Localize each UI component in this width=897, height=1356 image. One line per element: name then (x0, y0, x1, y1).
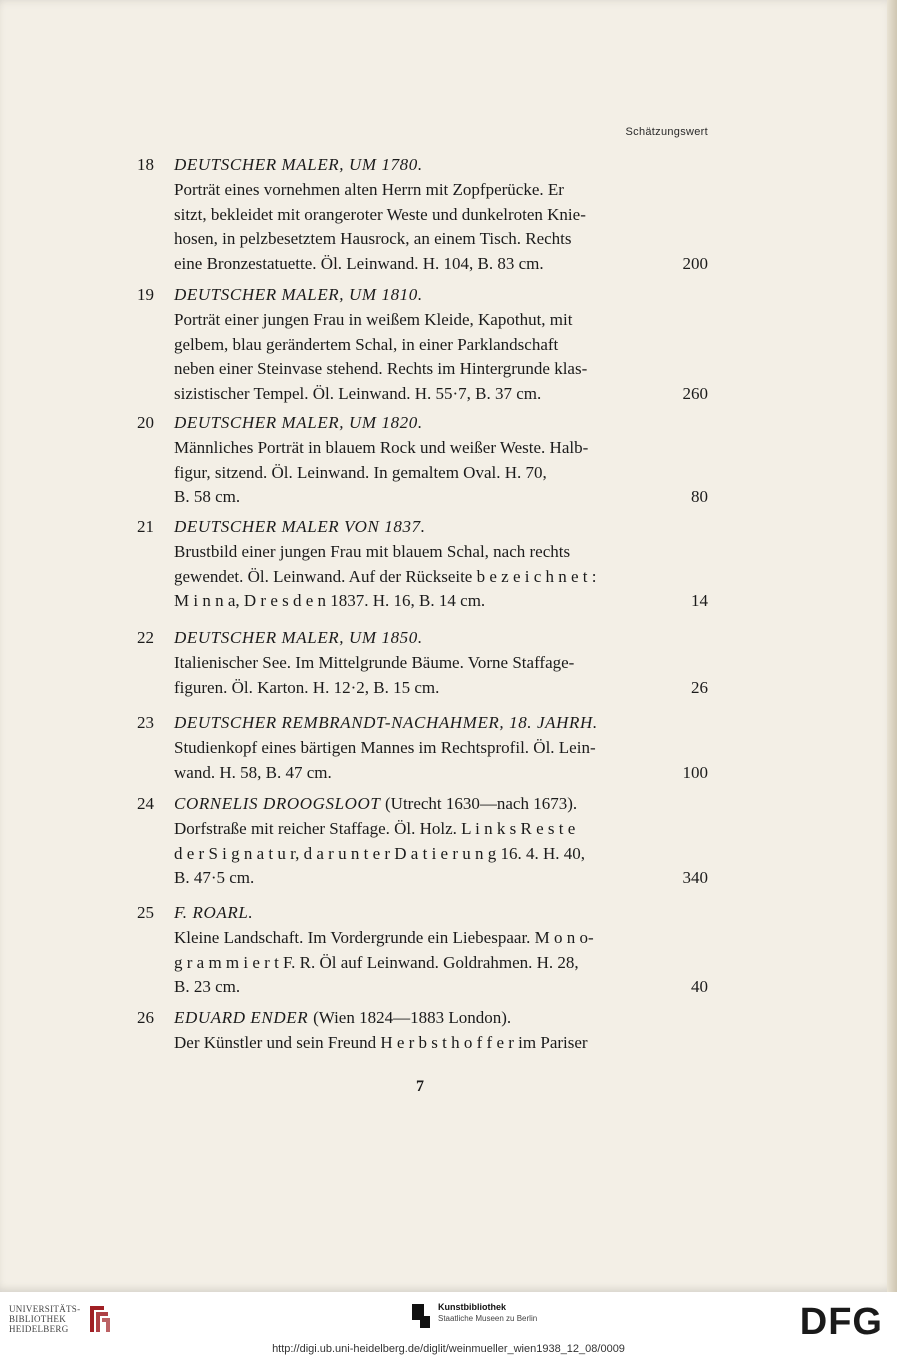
lot-number: 21 (137, 517, 154, 536)
estimate-value: 340 (682, 868, 708, 888)
catalog-entry-26 (137, 1006, 711, 1056)
entry-line: gelbem, blau gerändertem Schal, in einer Parklandschaft (174, 334, 559, 354)
entry-line: Porträt eines vornehmen alten Herrn mit Zopfperücke. Er (174, 179, 564, 199)
estimate-value: 200 (682, 254, 708, 274)
catalog-entry-25 (137, 901, 711, 1000)
entry-line: Porträt einer jungen Frau in weißem Kleide, Kapothut, mit (174, 309, 573, 329)
artist-dates: (Utrecht 1630—nach 1673). (385, 794, 578, 813)
catalog-entry-21 (137, 515, 711, 614)
entry-line: neben einer Steinvase stehend. Rechts im Hintergrunde klas- (174, 359, 588, 379)
kunstbibliothek-title: Kunstbibliothek (438, 1302, 506, 1312)
entry-line: eine Bronzestatuette. Öl. Leinwand. H. 104, B. 83 cm. (174, 254, 544, 274)
heidelberg-emblem-icon (86, 1304, 112, 1334)
estimate-value: 26 (691, 677, 708, 697)
entry-line: gewendet. Öl. Leinwand. Auf der Rückseite b e z e i c h n e t : (174, 566, 597, 586)
lot-number: 24 (137, 794, 154, 813)
page-edge-shadow (887, 0, 897, 1292)
entry-title: DEUTSCHER MALER, UM 1820. (174, 413, 423, 432)
catalog-entry-22 (137, 626, 711, 700)
catalog-entry-20 (137, 411, 711, 510)
lot-number: 18 (137, 155, 154, 174)
entry-line: Der Künstler und sein Freund H e r b s t h o f f e r im Pariser (174, 1032, 588, 1052)
artist-dates: (Wien 1824—1883 London). (313, 1008, 512, 1027)
entry-line: sitzt, bekleidet mit orangeroter Weste und dunkelroten Knie- (174, 204, 586, 224)
entry-line: figur, sitzend. Öl. Leinwand. In gemaltem Oval. H. 70, (174, 462, 547, 482)
kunstbibliothek-subtitle: Staatliche Museen zu Berlin (438, 1314, 538, 1323)
entry-line: d e r S i g n a t u r, d a r u n t e r D a t i e r u n g 16. 4. H. 40, (174, 843, 586, 863)
entry-line: B. 58 cm. (174, 487, 241, 507)
entry-line: B. 23 cm. (174, 977, 241, 997)
lot-number: 22 (137, 628, 154, 647)
entry-title: DEUTSCHER MALER VON 1837. (174, 517, 426, 536)
entry-title: EDUARD ENDER (Wien 1824—1883 London). (174, 1008, 512, 1027)
permalink-url[interactable]: http://digi.ub.uni-heidelberg.de/diglit/weinmueller_wien1938_12_08/0009 (272, 1343, 625, 1355)
library-name: UNIVERSITÄTS- BIBLIOTHEK HEIDELBERG (9, 1304, 81, 1334)
lot-number: 23 (137, 713, 154, 732)
entry-title: DEUTSCHER MALER, UM 1780. (174, 155, 423, 174)
entry-title: F. ROARL. (174, 903, 254, 922)
entry-line: B. 47·5 cm. (174, 868, 255, 888)
estimate-value: 80 (691, 487, 708, 507)
estimate-value: 14 (691, 591, 708, 611)
catalog-entry-23 (137, 711, 711, 785)
entry-line: Brustbild einer jungen Frau mit blauem Schal, nach rechts (174, 541, 571, 561)
estimate-value: 100 (682, 762, 708, 782)
lot-number: 26 (137, 1008, 154, 1027)
entry-line: Studienkopf eines bärtigen Mannes im Rechtsprofil. Öl. Lein- (174, 737, 596, 757)
estimate-value: 260 (682, 384, 708, 404)
lot-number: 19 (137, 285, 154, 304)
entry-line: figuren. Öl. Karton. H. 12·2, B. 15 cm. (174, 677, 440, 697)
entry-title: DEUTSCHER REMBRANDT-NACHAHMER, 18. JAHRH. (174, 713, 598, 732)
dfg-logo[interactable]: DFG (799, 1301, 883, 1343)
kunstbibliothek-logo[interactable] (410, 1302, 537, 1330)
entry-line: M i n n a, D r e s d e n 1837. H. 16, B. 14 cm. (174, 591, 486, 611)
column-header-estimate: Schätzungswert (625, 126, 708, 138)
lot-number: 20 (137, 413, 154, 432)
entry-title: DEUTSCHER MALER, UM 1850. (174, 628, 423, 647)
estimate-value: 40 (691, 977, 708, 997)
catalog-entry-24 (137, 792, 711, 891)
catalog-entry-18 (137, 153, 711, 277)
entry-line: g r a m m i e r t F. R. Öl auf Leinwand. Goldrahmen. H. 28, (174, 952, 579, 972)
entry-title: DEUTSCHER MALER, UM 1810. (174, 285, 423, 304)
kunstbibliothek-mark-icon (410, 1302, 432, 1330)
lot-number: 25 (137, 903, 154, 922)
entry-line: Männliches Porträt in blauem Rock und weißer Weste. Halb- (174, 437, 589, 457)
catalog-entry-19 (137, 283, 711, 407)
entry-line: Italienischer See. Im Mittelgrunde Bäume. Vorne Staffage- (174, 652, 575, 672)
entry-line: sizistischer Tempel. Öl. Leinwand. H. 55·7, B. 37 cm. (174, 384, 542, 404)
entry-title: CORNELIS DROOGSLOOT (Utrecht 1630—nach 1673). (174, 794, 578, 813)
page-number: 7 (416, 1078, 424, 1095)
entry-line: Kleine Landschaft. Im Vordergrunde ein Liebespaar. M o n o- (174, 927, 594, 947)
heidelberg-library-logo[interactable] (9, 1304, 112, 1334)
entry-line: wand. H. 58, B. 47 cm. (174, 762, 332, 782)
footer-bar (0, 1292, 897, 1356)
entry-line: hosen, in pelzbesetztem Hausrock, an einem Tisch. Rechts (174, 229, 572, 249)
entry-line: Dorfstraße mit reicher Staffage. Öl. Holz. L i n k s R e s t e (174, 818, 576, 838)
